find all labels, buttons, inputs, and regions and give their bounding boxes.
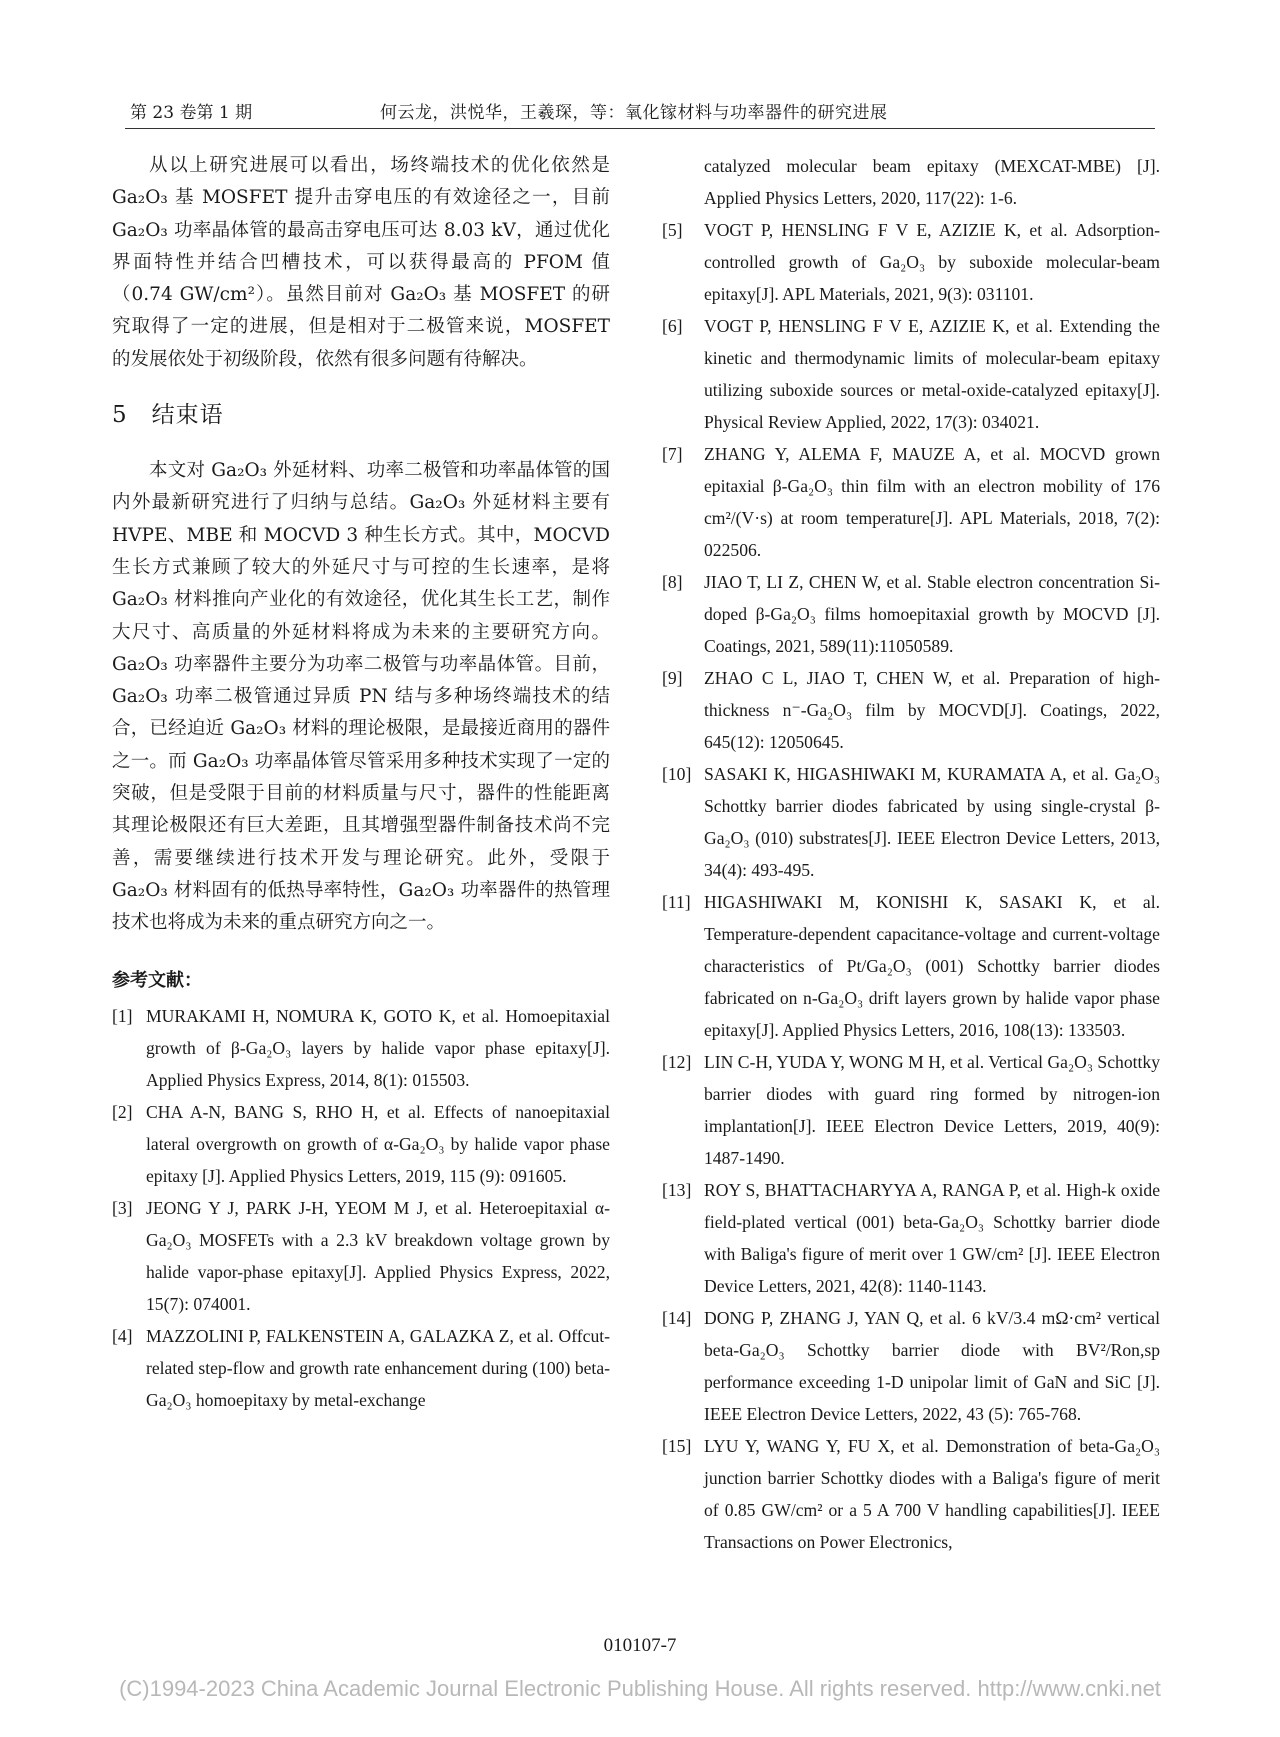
copyright-notice: (C)1994-2023 China Academic Journal Electronic Publishing House. All rights reserved. http://www.cnki.net (119, 1676, 1161, 1701)
reference-item (112, 1192, 610, 1320)
reference-text: VOGT P, HENSLING F V E, AZIZIE K, et al. Adsorption-controlled growth of Ga₂O₃ by suboxide molecular-beam epitaxy[J]. APL Materials, 2021, 9(3): 031101. (704, 220, 1160, 304)
reference-item (662, 886, 1160, 1046)
reference-number: [13] (662, 1180, 692, 1200)
reference-item (112, 1000, 610, 1096)
reference-text: JEONG Y J, PARK J-H, YEOM M J, et al. Heteroepitaxial α-Ga₂O₃ MOSFETs with a 2.3 kV breakdown voltage grown by halide vapor-phase epitaxy[J]. Applied Physics Express, 2022, 15(7): 074001. (146, 1197, 610, 1314)
reference-number: [14] (662, 1308, 692, 1328)
reference-item (662, 662, 1160, 758)
reference-text: CHA A-N, BANG S, RHO H, et al. Effects of nanoepitaxial lateral overgrowth on growth of α-Ga₂O₃ by halide vapor phase epitaxy [J]. Applied Physics Letters, 2019, 115 (9): 091605. (146, 1101, 610, 1186)
reference-number: [8] (662, 572, 683, 592)
reference-item (112, 1096, 610, 1192)
reference-number: [4] (112, 1325, 133, 1346)
reference-item-continued (662, 150, 1160, 214)
section-heading-conclusion: 5 结束语 (112, 402, 224, 429)
reference-item (662, 214, 1160, 310)
reference-number: [11] (662, 892, 691, 912)
reference-item (662, 1302, 1160, 1430)
header-volume-issue: 第 23 卷第 1 期 (130, 103, 253, 123)
reference-number: [2] (112, 1101, 133, 1122)
reference-text: MAZZOLINI P, FALKENSTEIN A, GALAZKA Z, et al. Offcut-related step-flow and growth rate enhancement during (100) beta-Ga₂O₃ homoepitaxy by metal-exchange (146, 1325, 610, 1410)
page-number: 010107-7 (603, 1635, 677, 1656)
reference-number: [15] (662, 1436, 692, 1456)
reference-text: LIN C-H, YUDA Y, WONG M H, et al. Vertical Ga₂O₃ Schottky barrier diodes with guard ring formed by nitrogen-ion implantation[J]. IEEE Electron Device Letters, 2019, 40(9): 1487-1490. (704, 1052, 1160, 1168)
reference-text: SASAKI K, HIGASHIWAKI M, KURAMATA A, et al. Ga₂O₃ Schottky barrier diodes fabricated by using single-crystal β-Ga₂O₃ (010) substrates[J]. IEEE Electron Device Letters, 2013, 34(4): 493-495. (704, 764, 1160, 880)
reference-text: DONG P, ZHANG J, YAN Q, et al. 6 kV/3.4 mΩ·cm² vertical beta-Ga₂O₃ Schottky barrier diode with BV²/Ron,sp performance exceeding 1-D unipolar limit of GaN and SiC [J]. IEEE Electron Device Letters, 2022, 43 (5): 765-768. (704, 1308, 1160, 1424)
reference-text: HIGASHIWAKI M, KONISHI K, SASAKI K, et al. Temperature-dependent capacitance-voltage and current-voltage characteristics of Pt/Ga₂O₃ (001) Schottky barrier diodes fabricated on n-Ga₂O₃ drift layers grown by halide vapor phase epitaxy[J]. Applied Physics Letters, 2016, 108(13): 133503. (704, 892, 1160, 1040)
reference-item (662, 310, 1160, 438)
reference-text: ZHAO C L, JIAO T, CHEN W, et al. Preparation of high-thickness n⁻-Ga₂O₃ film by MOCVD[J]. Coatings, 2022, 645(12): 12050645. (704, 668, 1160, 752)
reference-item (662, 1430, 1160, 1558)
body-paragraph-summary: 本文对 Ga₂O₃ 外延材料、功率二极管和功率晶体管的国内外最新研究进行了归纳与总结。Ga₂O₃ 外延材料主要有 HVPE、MBE 和 MOCVD 3 种生长方式。其中，MOCVD 生长方式兼顾了较大的外延尺寸与可控的生长速率，是将 Ga₂O₃ 材料推向产业化的有效途径，优化其生长工艺，制作大尺寸、高质量的外延材料将成为未来的主要研究方向。Ga₂O₃ 功率器件主要分为功率二极管与功率晶体管。目前，Ga₂O₃ 功率二极管通过异质 PN 结与多种场终端技术的结合，已经迫近 Ga₂O₃ 材料的理论极限，是最接近商用的器件之一。而 Ga₂O₃ 功率晶体管尽管采用多种技术实现了一定的突破，但是受限于目前的材料质量与尺寸，器件的性能距离其理论极限还有巨大差距，且其增强型器件制备技术尚不完善，需要继续进行技术开发与理论研究。此外，受限于 Ga₂O₃ 材料固有的低热导率特性，Ga₂O₃ 功率器件的热管理技术也将成为未来的重点研究方向之一。 (112, 460, 610, 934)
reference-list-left (112, 1000, 610, 1416)
reference-number: [12] (662, 1052, 692, 1072)
header-rule (125, 128, 1155, 129)
running-header (130, 98, 1150, 126)
reference-text: LYU Y, WANG Y, FU X, et al. Demonstration of beta-Ga₂O₃ junction barrier Schottky diodes with a Baliga's figure of merit of 0.85 GW/cm² or a 5 A 700 V handling capabilities[J]. IEEE Transactions on Power Electronics, (704, 1436, 1160, 1552)
reference-number: [6] (662, 316, 683, 336)
reference-text: MURAKAMI H, NOMURA K, GOTO K, et al. Homoepitaxial growth of β-Ga₂O₃ layers by halide vapor phase epitaxy[J]. Applied Physics Express, 2014, 8(1): 015503. (146, 1005, 610, 1090)
reference-text: ZHANG Y, ALEMA F, MAUZE A, et al. MOCVD grown epitaxial β-Ga₂O₃ thin film with an electron mobility of 176 cm²/(V·s) at room temperature[J]. APL Materials, 2018, 7(2): 022506. (704, 444, 1160, 560)
reference-number: [9] (662, 668, 683, 688)
right-column (662, 150, 1160, 1558)
reference-text: JIAO T, LI Z, CHEN W, et al. Stable electron concentration Si-doped β-Ga₂O₃ films homoepitaxial growth by MOCVD [J]. Coatings, 2021, 589(11):11050589. (704, 572, 1160, 656)
reference-number-spacer (662, 150, 704, 214)
reference-item (112, 1320, 610, 1416)
references-heading: 参考文献： (112, 969, 202, 991)
reference-text: catalyzed molecular beam epitaxy (MEXCAT-MBE) [J]. Applied Physics Letters, 2020, 117(22): 1-6. (704, 156, 1160, 208)
reference-item (662, 438, 1160, 566)
reference-number: [5] (662, 220, 683, 240)
header-article-authors-title: 何云龙，洪悦华，王羲琛，等：氧化镓材料与功率器件的研究进展 (380, 103, 888, 123)
reference-item (662, 566, 1160, 662)
reference-number: [7] (662, 444, 683, 464)
left-column (112, 150, 610, 1416)
reference-text: ROY S, BHATTACHARYYA A, RANGA P, et al. High-k oxide field-plated vertical (001) beta-Ga₂O₃ Schottky barrier diode with Baliga's figure of merit over 1 GW/cm² [J]. IEEE Electron Device Letters, 2021, 42(8): 1140-1143. (704, 1180, 1160, 1296)
reference-number: [1] (112, 1005, 133, 1026)
body-paragraph-conclusion-mosfet: 从以上研究进展可以看出，场终端技术的优化依然是 Ga₂O₃ 基 MOSFET 提升击穿电压的有效途径之一，目前 Ga₂O₃ 功率晶体管的最高击穿电压可达 8.03 kV，通过优化界面特性并结合凹槽技术，可以获得最高的 PFOM 值（0.74 GW/cm²）。虽然目前对 Ga₂O₃ 基 MOSFET 的研究取得了一定的进展，但是相对于二极管来说，MOSFET 的发展依处于初级阶段，依然有很多问题有待解决。 (112, 155, 610, 370)
reference-item (662, 1046, 1160, 1174)
reference-item (662, 1174, 1160, 1302)
reference-text: VOGT P, HENSLING F V E, AZIZIE K, et al. Extending the kinetic and thermodynamic limits of molecular-beam epitaxy utilizing suboxide sources or metal-oxide-catalyzed epitaxy[J]. Physical Review Applied, 2022, 17(3): 034021. (704, 316, 1160, 432)
reference-number: [3] (112, 1197, 133, 1218)
reference-number: [10] (662, 764, 692, 784)
reference-item (662, 758, 1160, 886)
reference-list-right (662, 214, 1160, 1558)
